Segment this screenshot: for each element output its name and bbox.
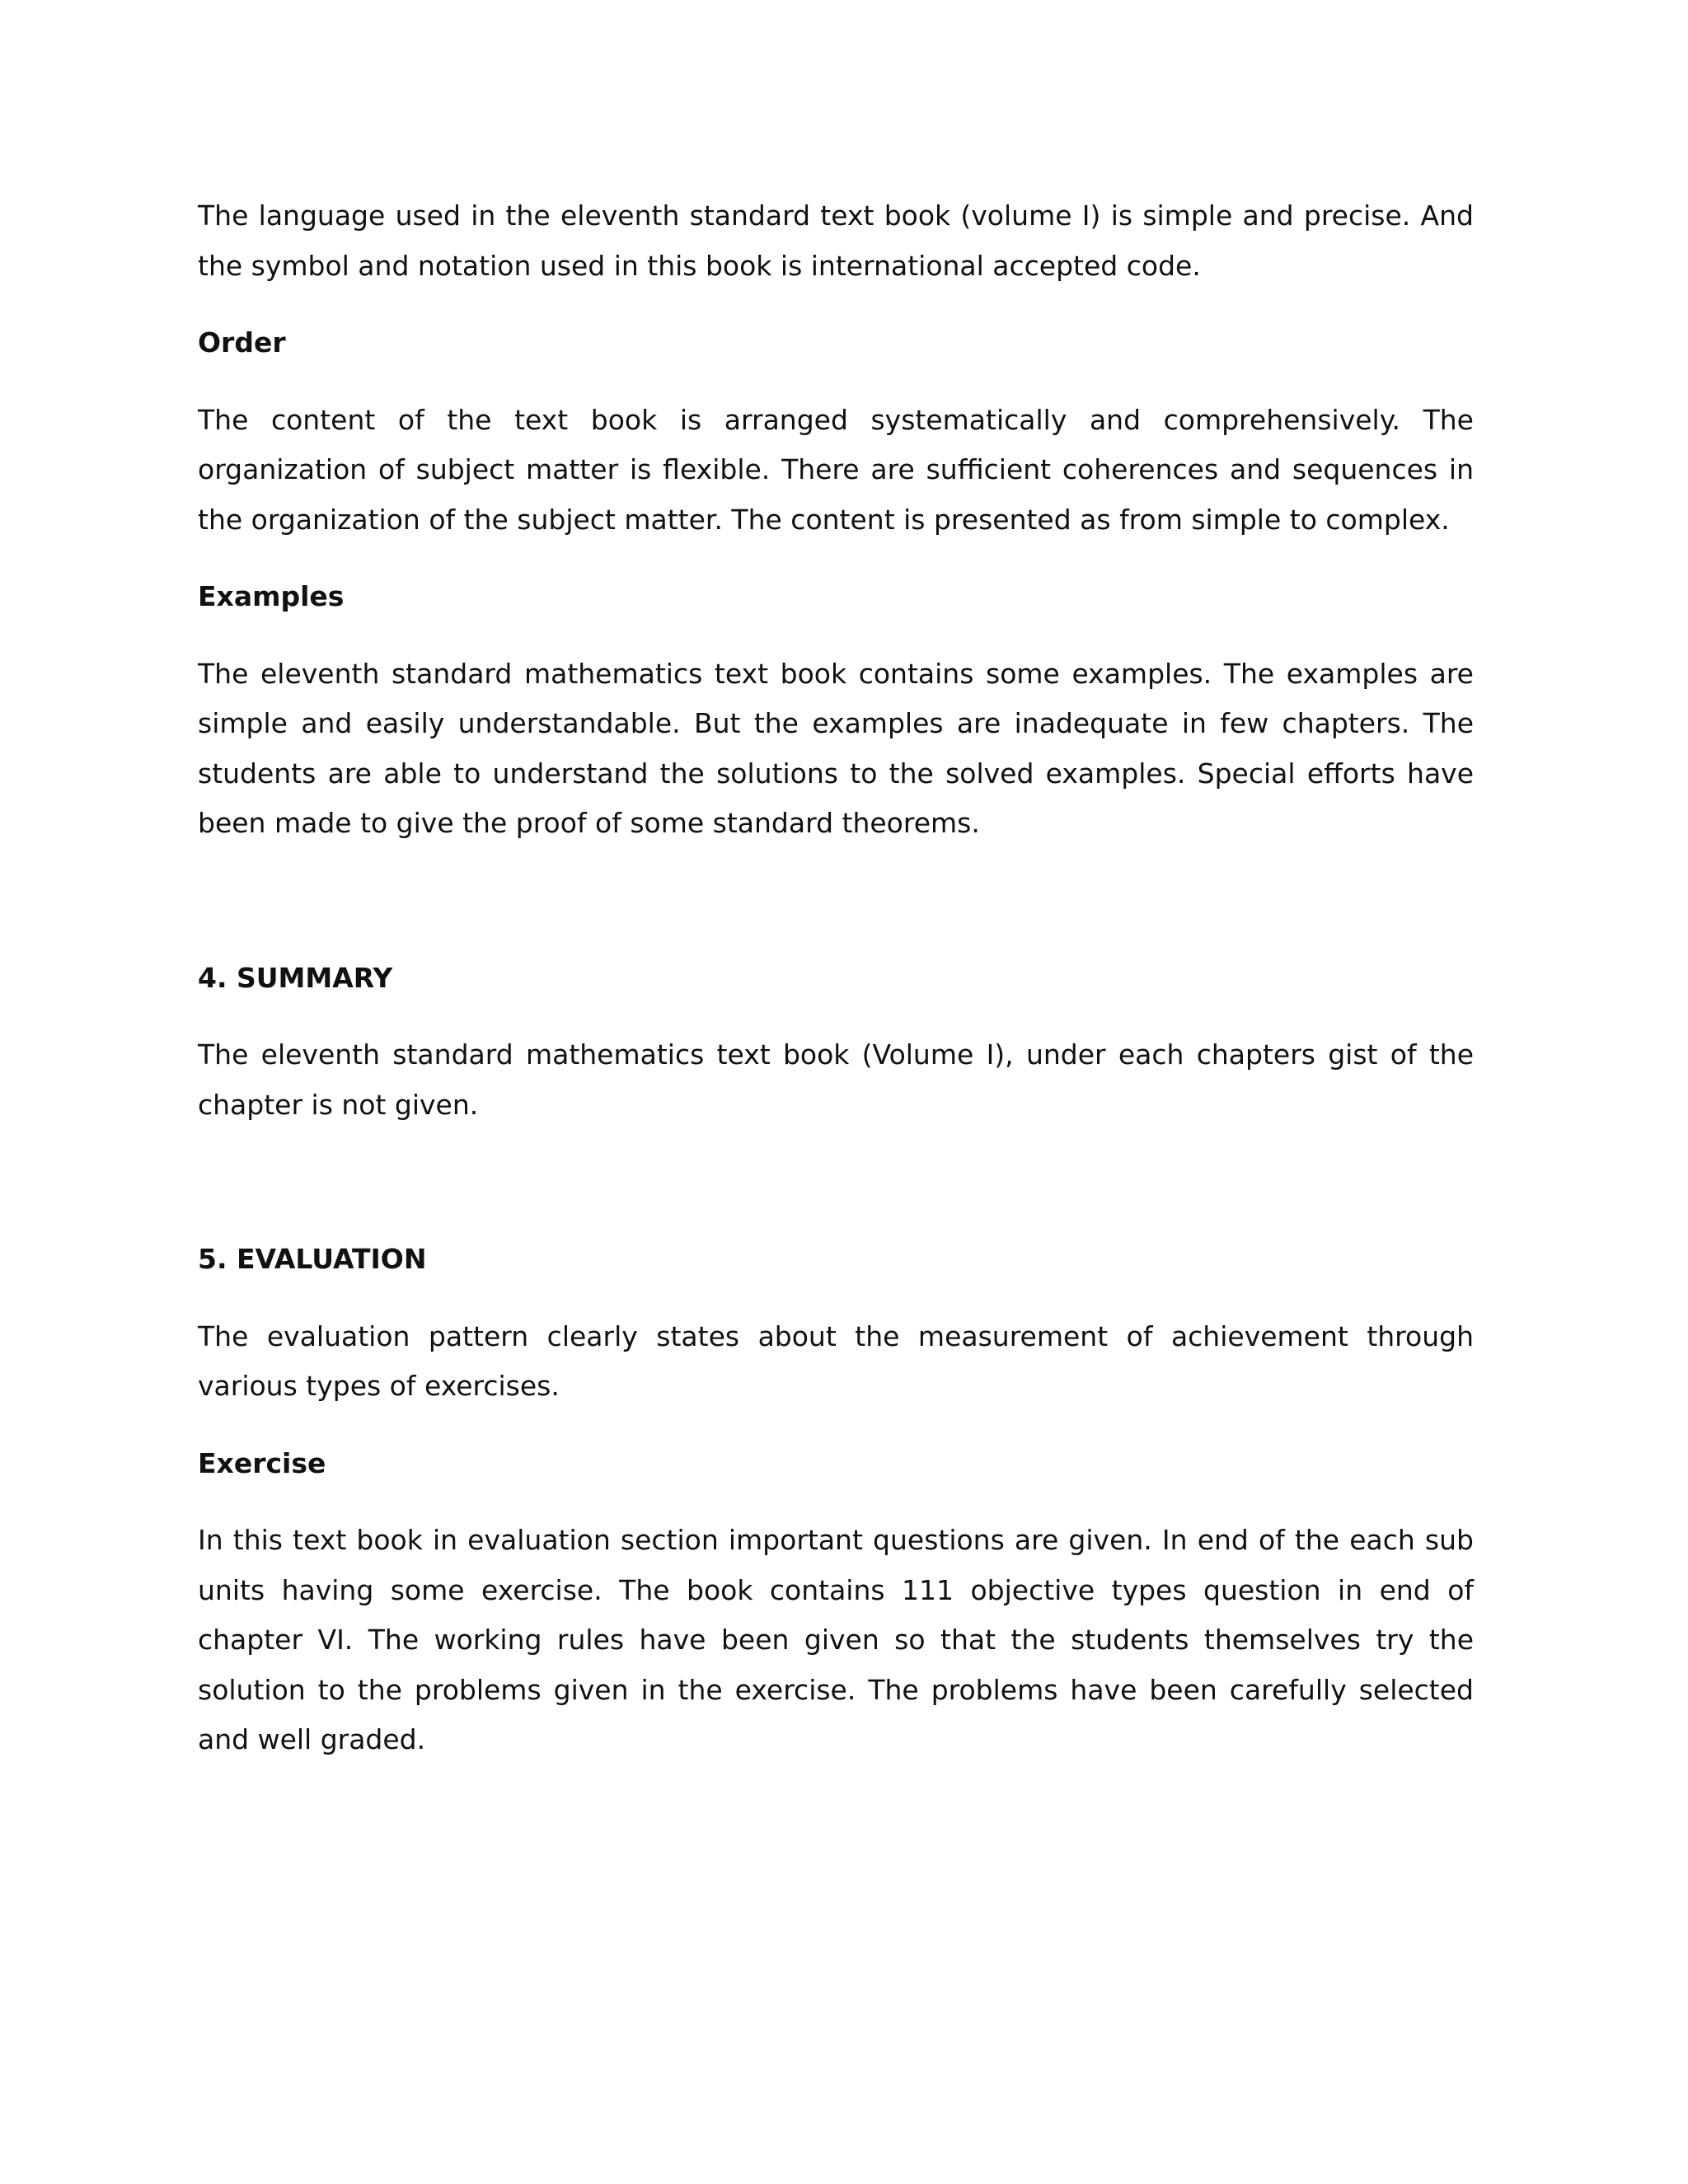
summary-heading: 4. SUMMARY <box>198 961 393 994</box>
exercise-heading: Exercise <box>198 1446 326 1479</box>
examples-heading: Examples <box>198 580 345 612</box>
intro-paragraph: The language used in the eleventh standard text book (volume I) is simple and precise. And the symbol and notation used in this book is international accepted code. <box>198 199 1474 282</box>
order-paragraph: The content of the text book is arranged systematically and comprehensively. The organization of subject matter is flexible. There are sufficient coherences and sequences in the organization of the subject matter. The content is presented as from simple to complex. <box>198 403 1474 536</box>
order-heading: Order <box>198 326 286 359</box>
document-page <box>198 191 1474 1765</box>
summary-paragraph: The eleventh standard mathematics text book (Volume I), under each chapters gist of the chapter is not given. <box>198 1038 1474 1121</box>
evaluation-heading: 5. EVALUATION <box>198 1243 427 1275</box>
evaluation-paragraph: The evaluation pattern clearly states about the measurement of achievement through various types of exercises. <box>198 1319 1474 1402</box>
exercise-paragraph: In this text book in evaluation section important questions are given. In end of the each sub units having some exercise. The book contains 111 objective types question in end of chapter VI. The working rules have been given so that the students themselves try the solution to the problems given in the exercise. The problems have been carefully selected and well graded. <box>198 1524 1474 1755</box>
examples-paragraph: The eleventh standard mathematics text book contains some examples. The examples are simple and easily understandable. But the examples are inadequate in few chapters. The students are able to understand the solutions to the solved examples. Special efforts have been made to give the proof of some standard theorems. <box>198 657 1474 839</box>
